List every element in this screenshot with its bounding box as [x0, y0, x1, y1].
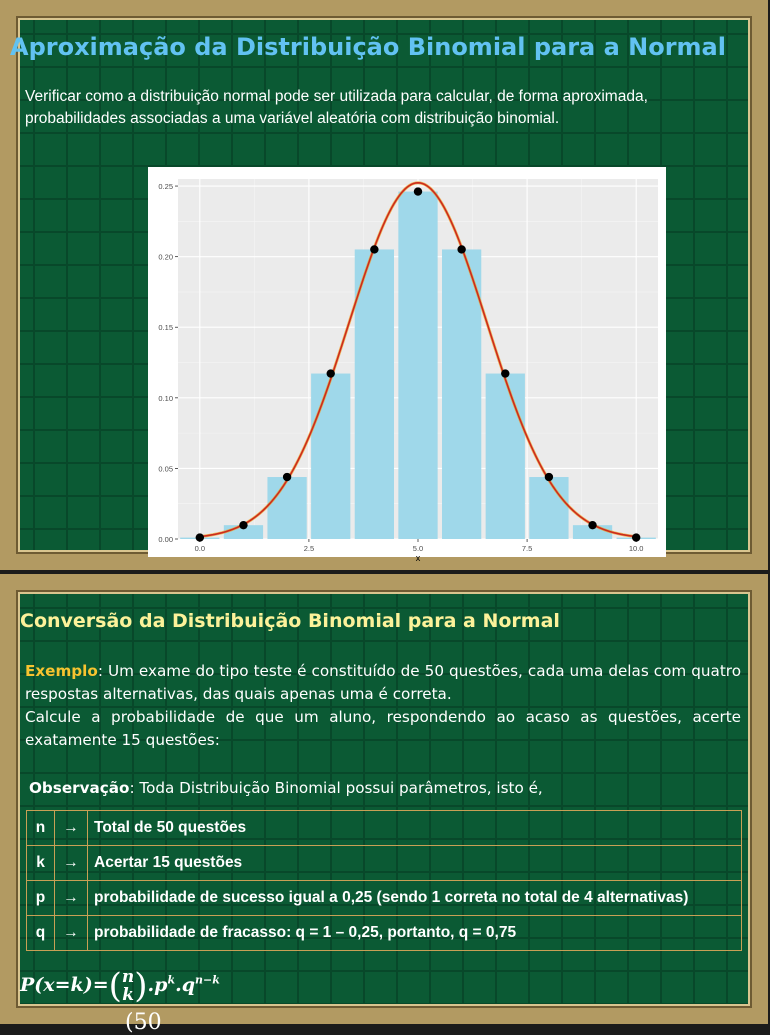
bar: [355, 249, 394, 539]
bar: [398, 192, 437, 539]
table-row: [27, 811, 742, 846]
binomial-chart: [148, 167, 666, 563]
x-tick-label: 5.0: [412, 544, 424, 553]
parameters-table: [26, 810, 742, 951]
bar: [442, 249, 481, 539]
data-point: [414, 187, 422, 195]
observation-body: : Toda Distribuição Binomial possui parâmetros, isto é,: [129, 779, 543, 797]
arrow-icon: →: [55, 916, 88, 951]
formula-eq: =: [54, 974, 71, 996]
binom-open-paren: (: [108, 966, 122, 1006]
x-tick-label: 7.5: [521, 544, 533, 553]
formula-q-exponent: n−k: [195, 973, 220, 987]
arrow-icon: →: [55, 846, 88, 881]
bar: [529, 477, 568, 539]
param-symbol: q: [27, 916, 55, 951]
binom-top: n: [121, 967, 135, 987]
y-tick-label: 0.10: [158, 393, 173, 403]
formula-q: q: [181, 974, 196, 996]
formula-open: (: [34, 974, 44, 996]
binom-close-paren: ): [134, 966, 148, 1006]
formula-lhs: P: [20, 974, 35, 996]
data-point: [501, 369, 509, 377]
formula-equals: =: [92, 974, 109, 996]
data-point: [632, 533, 640, 541]
y-tick-label: 0.15: [158, 323, 173, 333]
example-body: : Um exame do tipo teste é constituído de 50 questões, cada uma delas com quatro respostas alternativas, das quais apenas uma é correta.: [25, 662, 741, 703]
arrow-icon: →: [55, 811, 88, 846]
slide-title: Conversão da Distribuição Binomial para a Normal: [20, 610, 560, 632]
param-symbol: p: [27, 881, 55, 916]
formula-var: x: [43, 974, 55, 996]
bar: [311, 374, 350, 539]
example-question: Calcule a probabilidade de que um aluno, respondendo ao acaso as questões, acerte exatamente 15 questões:: [25, 708, 741, 749]
x-tick-label: 2.5: [303, 544, 315, 553]
slide-title: Aproximação da Distribuição Binomial para a Normal: [10, 33, 726, 61]
data-point: [196, 533, 204, 541]
formula-p: p: [154, 974, 168, 996]
bar: [486, 374, 525, 539]
x-tick-label: 0.0: [194, 544, 206, 553]
table-row: [27, 916, 742, 951]
example-text: [25, 660, 741, 752]
x-tick-label: 10.0: [628, 544, 644, 553]
param-symbol: n: [27, 811, 55, 846]
param-symbol: k: [27, 846, 55, 881]
data-point: [239, 521, 247, 529]
x-axis-label: x: [415, 553, 421, 563]
data-point: [283, 473, 291, 481]
param-description: probabilidade de fracasso: q = 1 – 0,25, portanto, q = 0,75: [88, 916, 742, 951]
observation-label: Observação: [29, 779, 130, 797]
data-point: [370, 245, 378, 253]
param-description: probabilidade de sucesso igual a 0,25 (sendo 1 correta no total de 4 alternativas): [88, 881, 742, 916]
formula-continuation: (50: [125, 1010, 162, 1035]
table-row: [27, 881, 742, 916]
slide-binomial-conversion: [0, 574, 768, 1035]
param-description: Acertar 15 questões: [88, 846, 742, 881]
y-tick-label: 0.05: [158, 464, 173, 474]
param-description: Total de 50 questões: [88, 811, 742, 846]
chart-svg: [148, 167, 666, 563]
y-tick-label: 0.25: [158, 182, 173, 192]
data-point: [588, 521, 596, 529]
formula-close: ): [83, 974, 93, 996]
formula-dot: .: [147, 974, 155, 996]
y-tick-label: 0.00: [158, 535, 173, 544]
chalkboard-frame: [0, 574, 768, 1024]
table-row: [27, 846, 742, 881]
formula-p-exponent: k: [167, 973, 176, 987]
formula-dot: .: [175, 974, 182, 996]
example-label: Exemplo: [25, 662, 98, 680]
formula-k: k: [70, 974, 84, 996]
binomial-coefficient: [122, 968, 134, 1004]
observation-text: [29, 779, 745, 797]
data-point: [545, 473, 553, 481]
y-tick-label: 0.20: [158, 252, 173, 262]
bar: [267, 477, 306, 539]
arrow-icon: →: [55, 881, 88, 916]
data-point: [327, 369, 335, 377]
binomial-formula: [20, 966, 220, 1006]
binom-bottom: k: [122, 985, 134, 1005]
data-point: [457, 245, 465, 253]
intro-text: Verificar como a distribuição normal pode ser utilizada para calcular, de forma aproximada, probabilidades associadas a uma variável aleatória com distribuição binomial.: [25, 88, 648, 127]
